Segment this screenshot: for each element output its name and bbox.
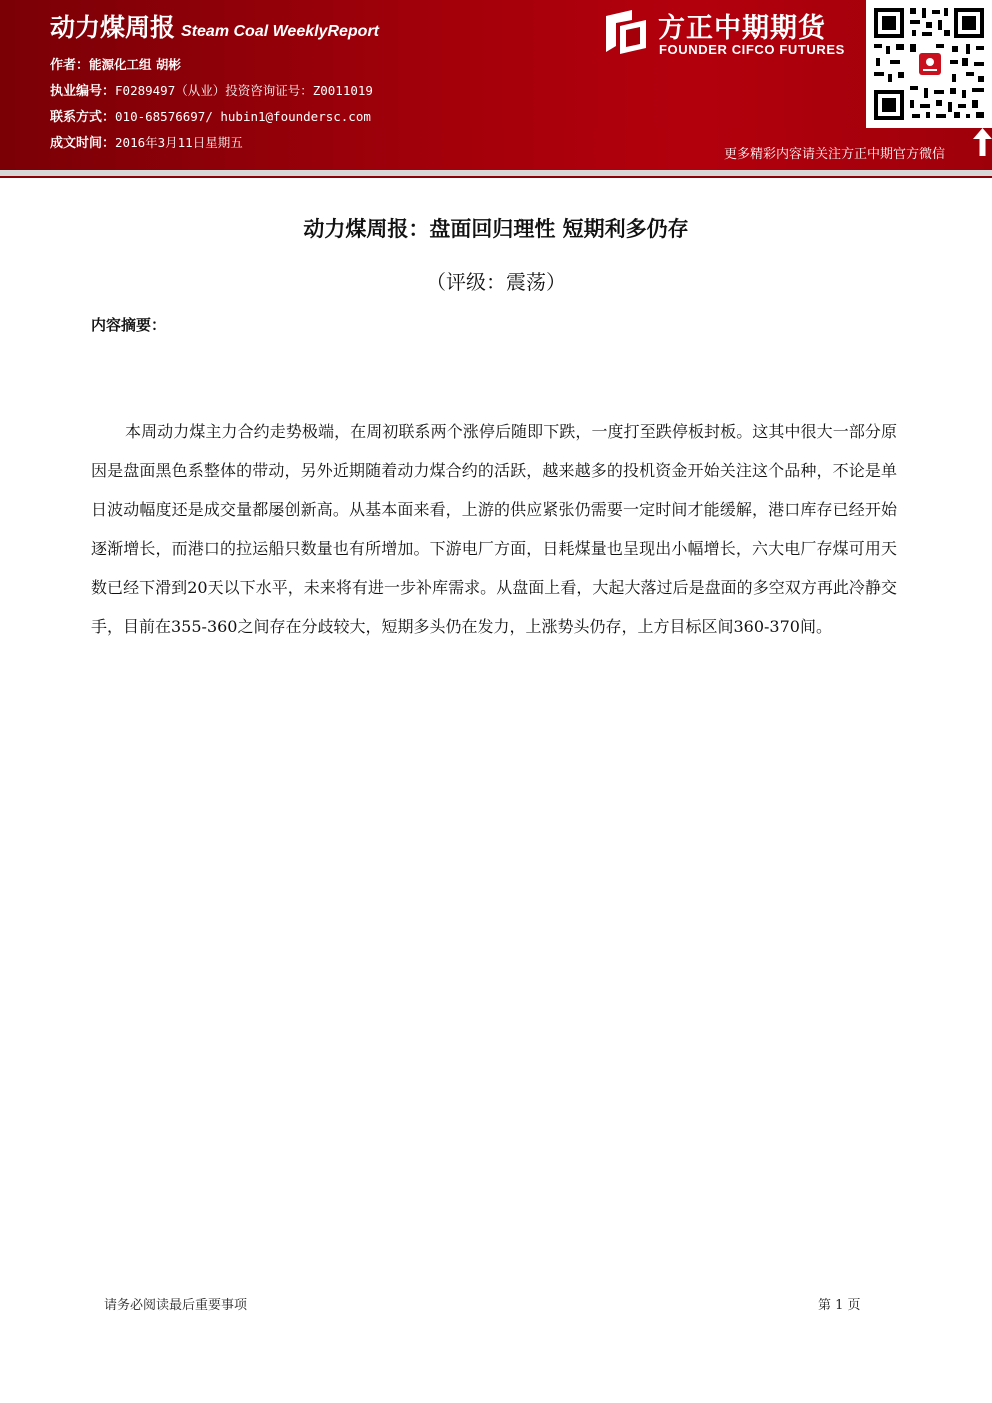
contact-line [50, 106, 371, 125]
rating-label: （评级：震荡） [426, 270, 566, 294]
date-value: 2016年3月11日星期五 [115, 135, 243, 150]
contact-label: 联系方式： [50, 110, 116, 125]
license-label: 执业编号： [50, 84, 116, 99]
license-value: F0289497（从业）投资咨询证号：Z0011019 [115, 83, 373, 98]
founder-logo-icon [602, 8, 650, 56]
up-arrow-icon [973, 128, 992, 156]
report-title [50, 8, 379, 44]
contact-value: 010-68576697/ hubin1@foundersc.com [115, 109, 371, 124]
author-value: 能源化工组 胡彬 [89, 57, 181, 72]
date-label: 成文时间： [50, 136, 116, 151]
report-header [0, 0, 992, 170]
page-number: 第 1 页 [818, 1298, 861, 1313]
header-divider-dark [0, 176, 992, 178]
author-line [50, 54, 181, 73]
report-title-en: Steam Coal WeeklyReport [181, 23, 380, 40]
summary-heading: 内容摘要： [91, 316, 167, 334]
date-line [50, 132, 243, 151]
report-title-cn: 动力煤周报 [50, 13, 176, 42]
qr-code-icon [866, 0, 992, 128]
brand-logo [602, 6, 864, 62]
author-label: 作者： [50, 58, 90, 73]
summary-paragraph: 本周动力煤主力合约走势极端，在周初联系两个涨停后随即下跌，一度打至跌停板封板。这其中很大一部分原因是盘面黑色系整体的带动，另外近期随着动力煤合约的活跃，越来越多的投机资金开始关注这个品种，不论是单日波动幅度还是成交量都屡创新高。从基本面来看，上游的供应紧张仍需要一定时间才能缓解，港口库存已经开始逐渐增长，而港口的拉运船只数量也有所增加。下游电厂方面，日耗煤量也呈现出小幅增长，六大电厂存煤可用天数已经下滑到20天以下水平，未来将有进一步补库需求。从盘面上看，大起大落过后是盘面的多空双方再此冷静交手，目前在355-360之间存在分歧较大，短期多头仍在发力，上涨势头仍存，上方目标区间360-370间。 [91, 422, 897, 636]
follow-wechat-text: 更多精彩内容请关注方正中期官方微信 [724, 147, 946, 162]
brand-name-en: FOUNDER CIFCO FUTURES [659, 42, 845, 57]
brand-name-cn: 方正中期期货 [658, 13, 826, 44]
document-title: 动力煤周报：盘面回归理性 短期利多仍存 [303, 217, 689, 241]
footer-notice: 请务必阅读最后重要事项 [104, 1298, 248, 1313]
license-line [50, 80, 373, 99]
